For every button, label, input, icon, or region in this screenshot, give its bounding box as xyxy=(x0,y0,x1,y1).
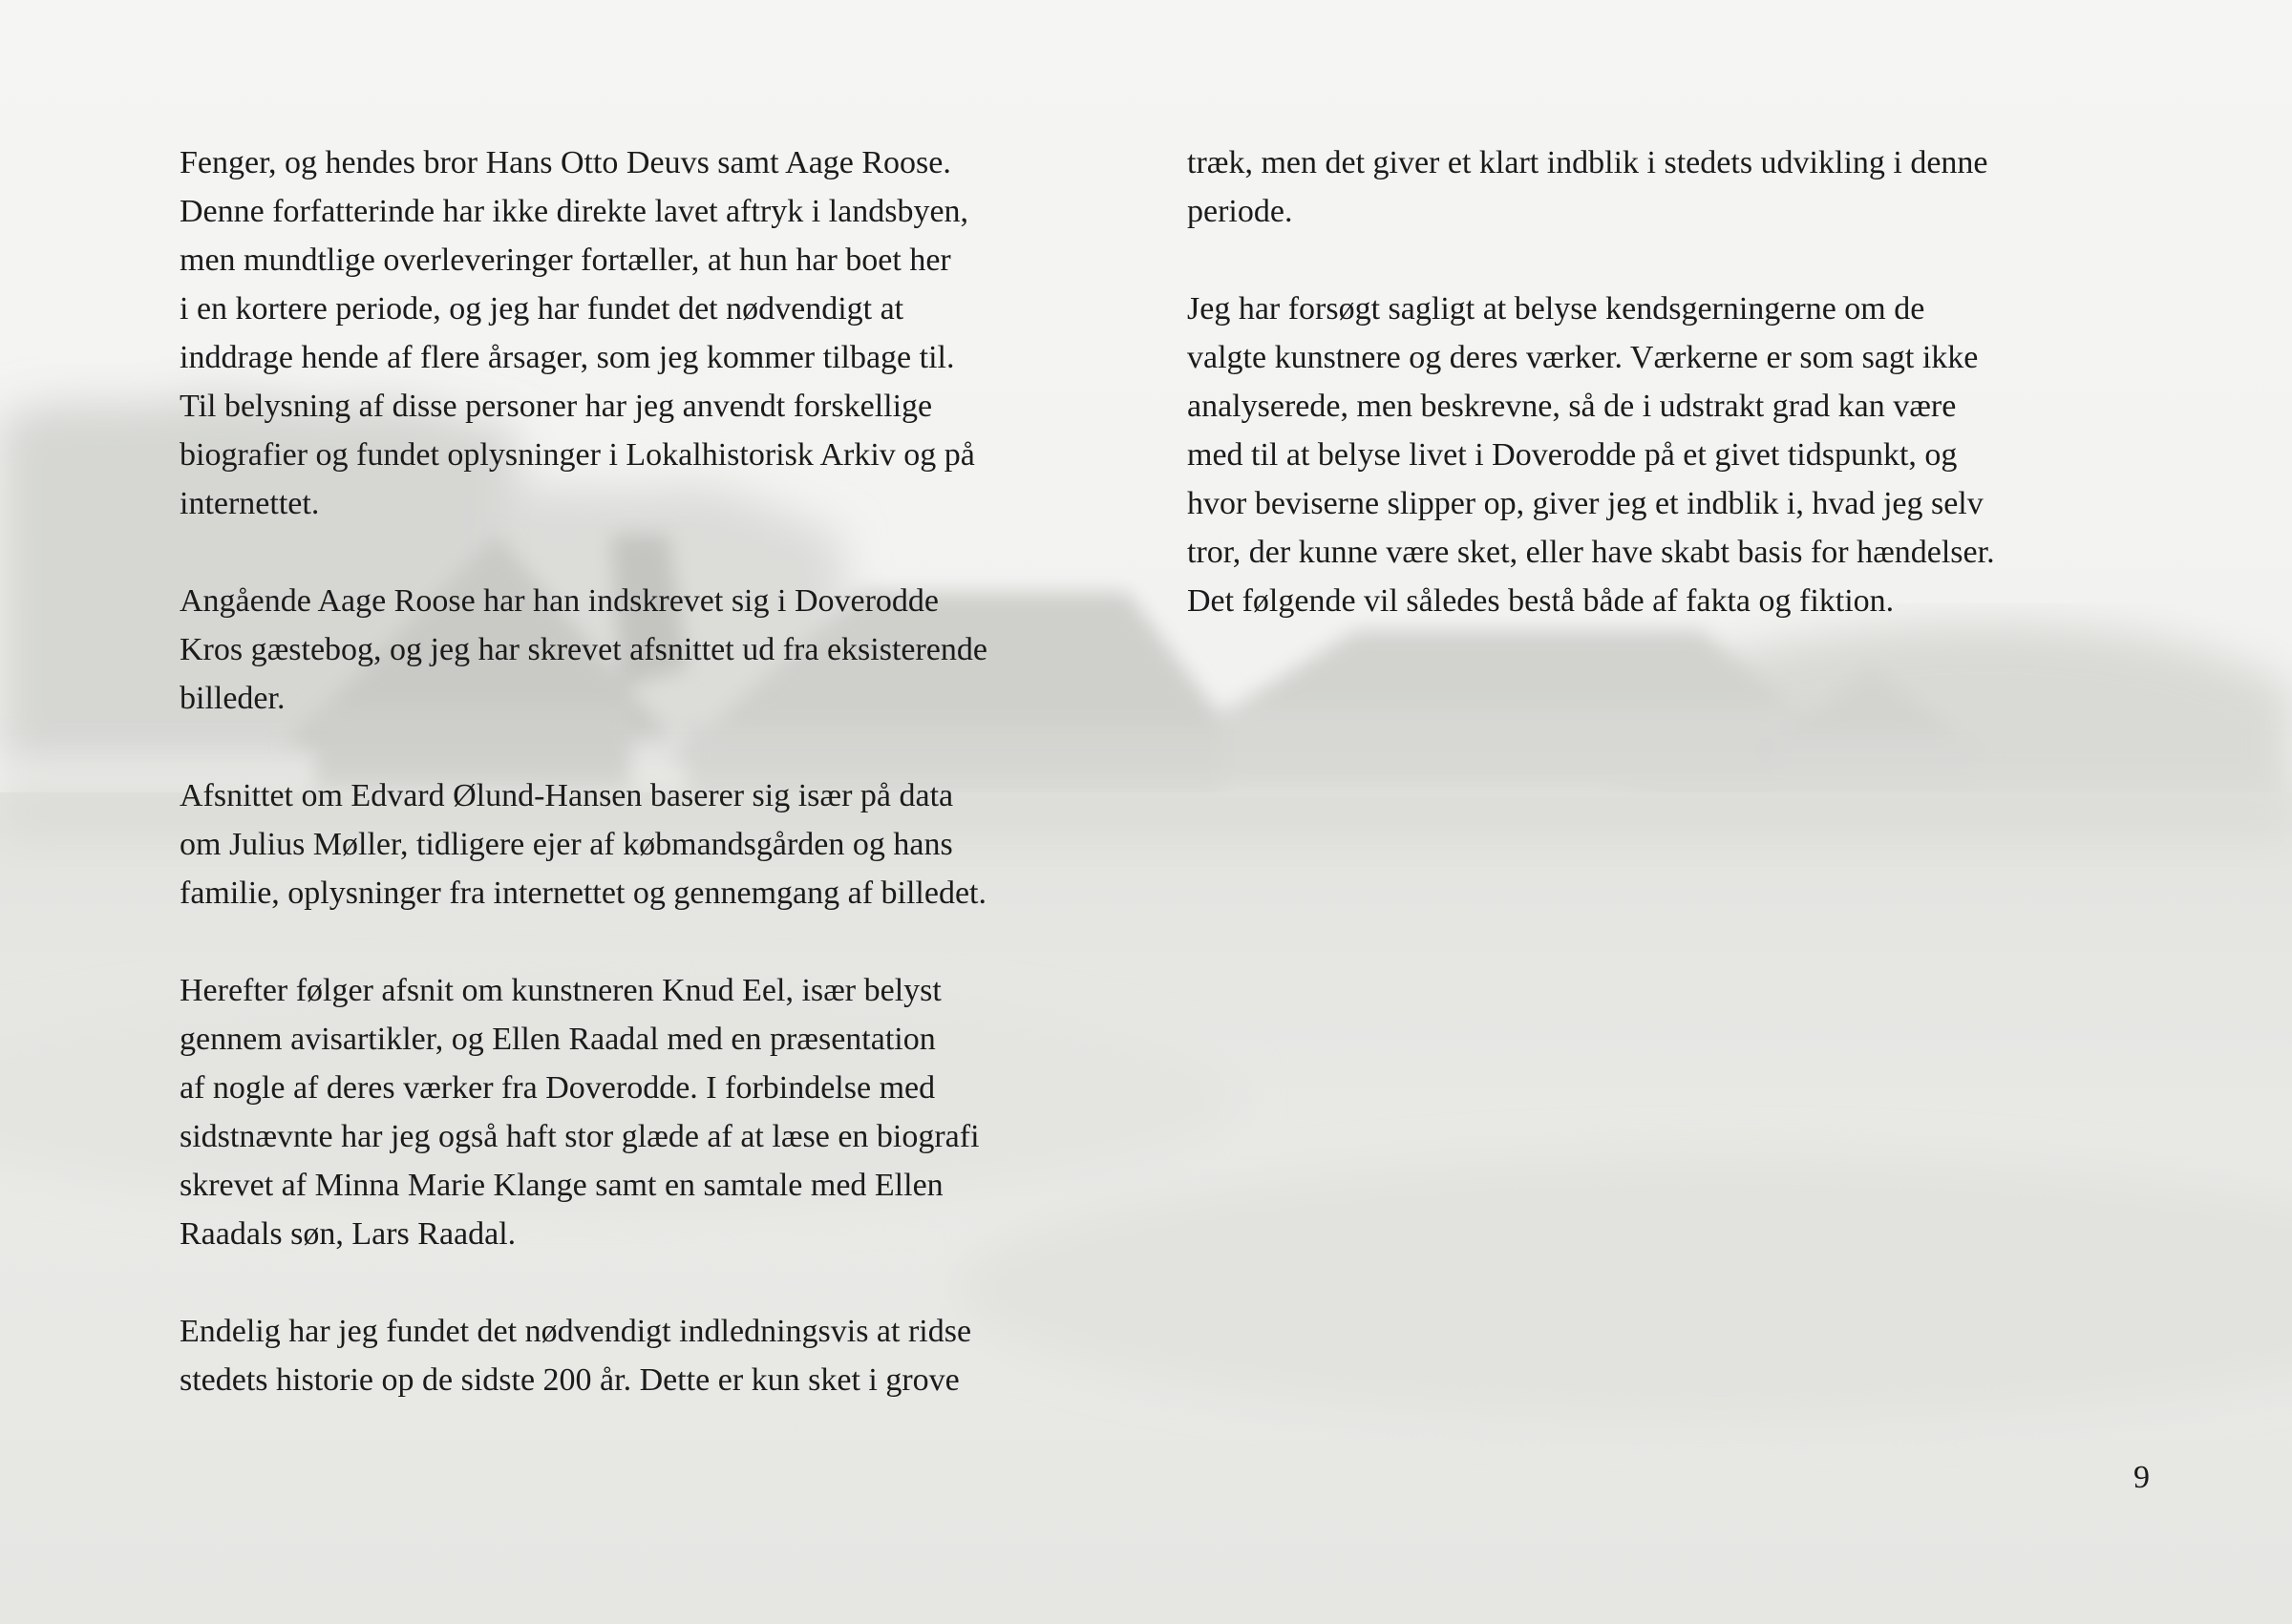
text-line: analyserede, men beskrevne, så de i udstrakt grad kan være xyxy=(1187,389,1957,424)
text-line: inddrage hende af flere årsager, som jeg kommer tilbage til. xyxy=(180,340,955,375)
paragraph xyxy=(1187,285,2180,625)
text-line: men mundtlige overleveringer fortæller, at hun har boet her xyxy=(180,243,951,278)
text-line: tror, der kunne være sket, eller have skabt basis for hændelser. xyxy=(1187,535,1995,570)
text-line: familie, oplysninger fra internettet og gennemgang af billedet. xyxy=(180,875,987,911)
text-line: skrevet af Minna Marie Klange samt en samtale med Ellen xyxy=(180,1168,944,1203)
right-text-column xyxy=(1187,138,2180,625)
paragraph-gap xyxy=(180,723,1173,771)
left-text-column xyxy=(180,138,1173,1404)
text-line: valgte kunstnere og deres værker. Værkerne er som sagt ikke xyxy=(1187,340,1979,375)
text-line: Jeg har forsøgt sagligt at belyse kendsgerningerne om de xyxy=(1187,291,1925,327)
paragraph-gap xyxy=(180,1258,1173,1307)
text-line: gennem avisartikler, og Ellen Raadal med en præsentation xyxy=(180,1022,936,1057)
paragraph-gap xyxy=(1187,236,2180,285)
paragraph xyxy=(1187,138,2180,236)
page-number: 9 xyxy=(2133,1460,2150,1495)
text-line: Det følgende vil således bestå både af fakta og fiktion. xyxy=(1187,583,1895,619)
text-line: Kros gæstebog, og jeg har skrevet afsnittet ud fra eksisterende xyxy=(180,632,987,667)
text-line: sidstnævnte har jeg også haft stor glæde af at læse en biografi xyxy=(180,1119,980,1154)
text-line: træk, men det giver et klart indblik i stedets udvikling i denne xyxy=(1187,145,1988,180)
text-line: om Julius Møller, tidligere ejer af købmandsgården og hans xyxy=(180,827,953,862)
text-line: i en kortere periode, og jeg har fundet det nødvendigt at xyxy=(180,291,904,327)
paragraph xyxy=(180,138,1173,528)
text-line: Denne forfatterinde har ikke direkte lavet aftryk i landsbyen, xyxy=(180,194,969,229)
text-line: stedets historie op de sidste 200 år. Dette er kun sket i grove xyxy=(180,1362,960,1398)
paragraph-gap xyxy=(180,528,1173,577)
paragraph xyxy=(180,771,1173,917)
paragraph xyxy=(180,1307,1173,1404)
text-line: med til at belyse livet i Doverodde på et givet tidspunkt, og xyxy=(1187,437,1958,473)
text-line: Fenger, og hendes bror Hans Otto Deuvs samt Aage Roose. xyxy=(180,145,951,180)
text-line: internettet. xyxy=(180,486,320,521)
text-line: biografier og fundet oplysninger i Lokalhistorisk Arkiv og på xyxy=(180,437,975,473)
text-line: Herefter følger afsnit om kunstneren Knud Eel, især belyst xyxy=(180,973,942,1008)
text-line: Raadals søn, Lars Raadal. xyxy=(180,1216,517,1252)
text-line: Endelig har jeg fundet det nødvendigt indledningsvis at ridse xyxy=(180,1314,972,1349)
paragraph xyxy=(180,577,1173,723)
text-line: billeder. xyxy=(180,681,286,716)
text-line: Afsnittet om Edvard Ølund-Hansen baserer sig især på data xyxy=(180,778,954,813)
text-line: Angående Aage Roose har han indskrevet sig i Doverodde xyxy=(180,583,939,619)
paragraph xyxy=(180,966,1173,1258)
text-line: hvor beviserne slipper op, giver jeg et indblik i, hvad jeg selv xyxy=(1187,486,1984,521)
text-line: af nogle af deres værker fra Doverodde. I forbindelse med xyxy=(180,1070,936,1106)
text-line: Til belysning af disse personer har jeg anvendt forskellige xyxy=(180,389,933,424)
paragraph-gap xyxy=(180,917,1173,966)
text-line: periode. xyxy=(1187,194,1293,229)
